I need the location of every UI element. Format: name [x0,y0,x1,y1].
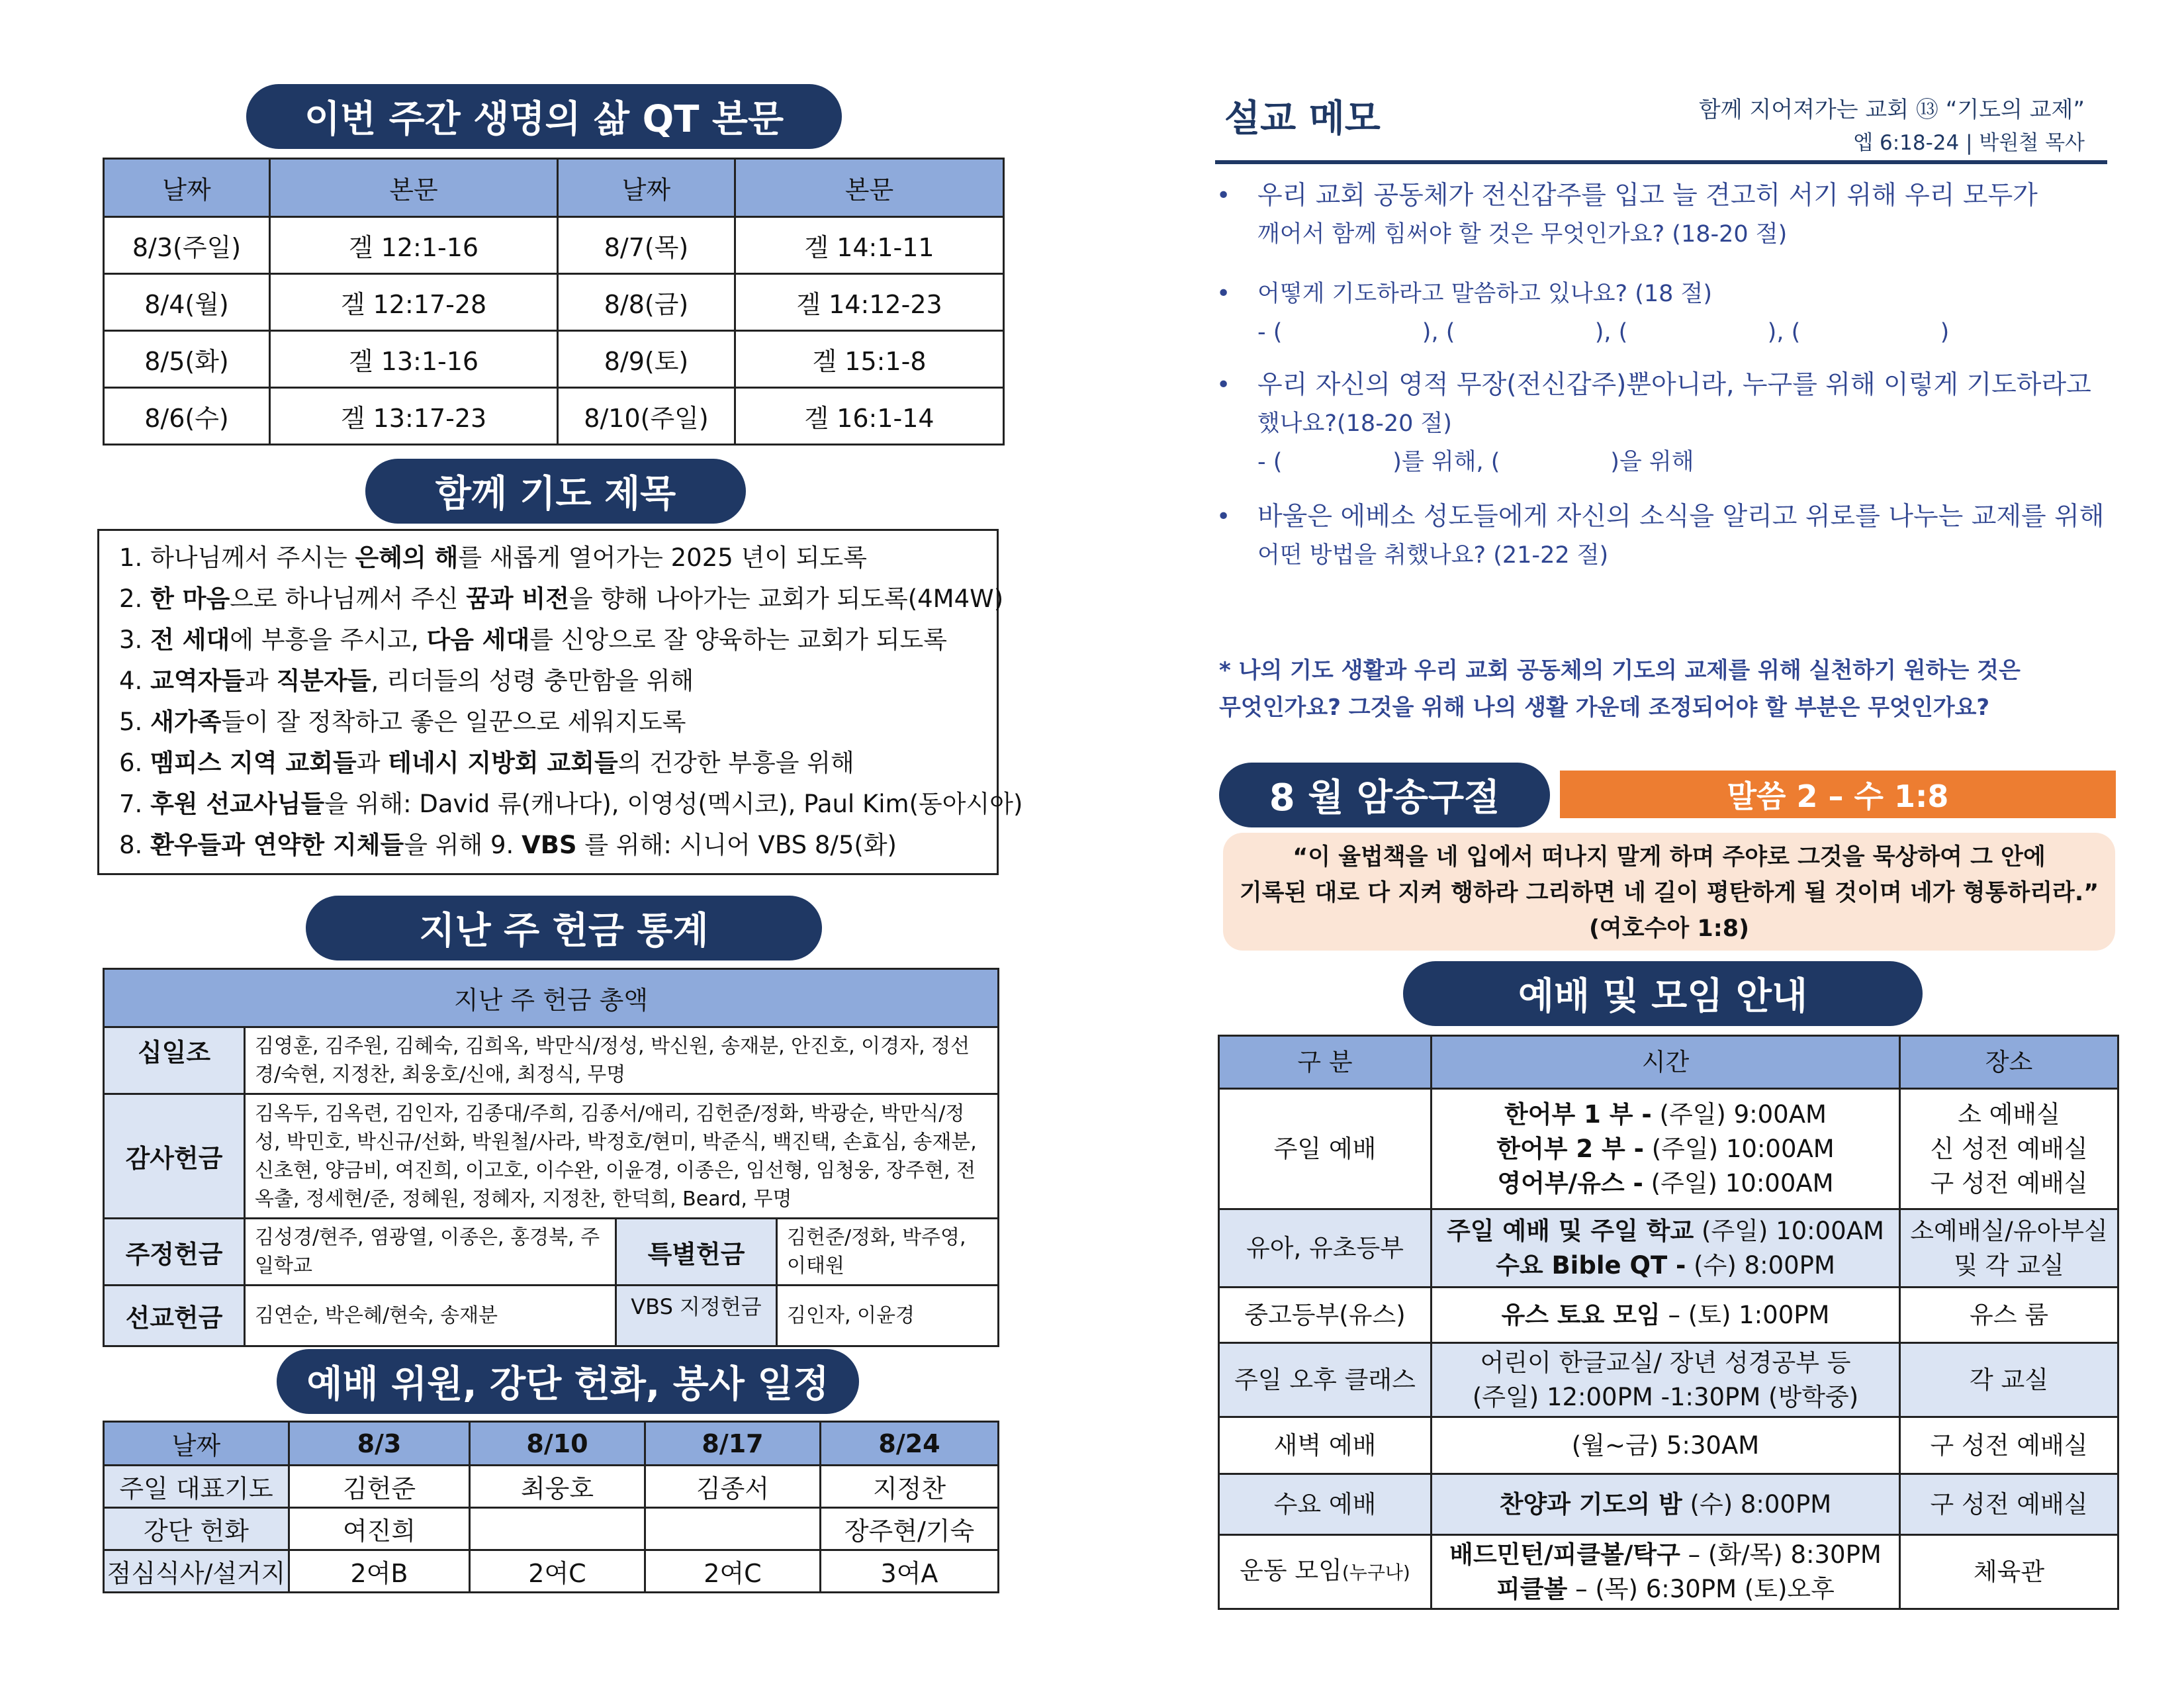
qt-cell: 8/5(화) [104,331,270,388]
schedule-table [103,1421,999,1593]
prayer-list [97,529,1023,875]
schedule-title: 예배 위원, 강단 헌화, 봉사 일정 [277,1349,859,1414]
schedule-cell: 김종서 [645,1466,821,1508]
worship-category: 주일 오후 클래스 [1219,1343,1432,1417]
schedule-cell: 장주현/기숙 [821,1508,999,1550]
table-row [104,1094,999,1219]
memo-divider [1215,160,2107,164]
worship-time: 어린이 한글교실/ 장년 성경공부 등 (주일) 12:00PM -1:30PM (방학중) [1432,1343,1900,1417]
vbs-names: 김인자, 이윤경 [777,1286,999,1346]
list-item: 1. 하나님께서 주시는 은혜의 해를 새롭게 열어가는 2025 년이 되도록 [119,543,868,572]
schedule-row-label: 강단 헌화 [104,1508,289,1550]
qt-cell: 겔 13:1-16 [270,331,558,388]
worship-header: 시간 [1432,1036,1900,1089]
sermon-series: 함께 지어져가는 교회 ⑬ “기도의 교제” [1698,97,2085,123]
schedule-header: 8/10 [470,1422,645,1466]
worship-time: 주일 예배 및 주일 학교 (주일) 10:00AM 수요 Bible QT - (수) 8:00PM [1432,1209,1900,1288]
memo-question: • 바울은 에베소 성도들에게 자신의 소식을 알리고 위로를 나누는 교제를 위해 어떤 방법을 취했나요? (21-22 절) [1257,498,2104,575]
worship-place: 소 예배실 신 성전 예배실 구 성전 예배실 [1900,1089,2118,1209]
table-row [1219,1209,2118,1288]
worship-place: 소예배실/유아부실 및 각 교실 [1900,1209,2118,1288]
worship-time: 유스 토요 모임 – (토) 1:00PM [1432,1288,1900,1343]
qt-cell: 8/10(주일) [558,388,735,445]
qt-cell: 8/8(금) [558,274,735,331]
worship-place: 구 성전 예배실 [1900,1474,2118,1535]
memory-verse-text: “이 율법책을 네 입에서 떠나지 말게 하며 주야로 그것을 묵상하여 그 안에 기록된 대로 다 지켜 행하라 그리하면 네 길이 평탄하게 될 것이며 네가 형통하리라.” (여호수아 1:8) [1223,833,2115,951]
bullet-icon: • [1216,503,1231,530]
schedule-cell [645,1508,821,1550]
worship-place: 구 성전 예배실 [1900,1417,2118,1474]
schedule-row-label: 주일 대표기도 [104,1466,289,1508]
qt-cell: 8/9(토) [558,331,735,388]
table-row [104,1027,999,1094]
mission-label: 선교헌금 [104,1286,245,1346]
list-item: 6. 멤피스 지역 교회들과 테네시 지방회 교회들의 건강한 부흥을 위해 [119,749,854,777]
table-row [104,1550,999,1593]
table-row [104,217,1004,274]
qt-header: 본문 [270,159,558,217]
tithe-label: 십일조 [104,1027,245,1094]
worship-time: 배드민턴/피클볼/탁구 – (화/목) 8:30PM 피클볼 – (목) 6:30PM (토)오후 [1432,1535,1900,1609]
memo-question: • 어떻게 기도하라고 말씀하고 있나요? (18 절) - ( ), ( ), ( ), ( ) [1257,275,1949,352]
schedule-row-label: 점심식사/설거지 [104,1550,289,1593]
memo-question: • 우리 교회 공동체가 전신갑주를 입고 늘 견고히 서기 위해 우리 모두가 깨어서 함께 힘써야 할 것은 무엇인가요? (18-20 절) [1257,177,2038,254]
qt-cell: 겔 14:1-11 [735,217,1004,274]
thanks-label: 감사헌금 [104,1094,245,1219]
schedule-cell [470,1508,645,1550]
qt-cell: 겔 16:1-14 [735,388,1004,445]
list-item: 8. 환우들과 연약한 지체들을 위해 9. VBS 를 위해: 시니어 VBS 8/5(화) [119,831,897,859]
schedule-cell: 2여C [645,1550,821,1593]
qt-table [103,158,1005,445]
worship-category: 운동 모임(누구나) [1219,1535,1432,1609]
worship-header: 장소 [1900,1036,2118,1089]
worship-time: 한어부 1 부 - (주일) 9:00AM 한어부 2 부 - (주일) 10:00AM 영어부/유스 - (주일) 10:00AM [1432,1089,1900,1209]
worship-category: 새벽 예배 [1219,1417,1432,1474]
schedule-cell: 김헌준 [289,1466,470,1508]
qt-header: 본문 [735,159,1004,217]
memory-verse-tag: 말씀 2 – 수 1:8 [1560,771,2116,818]
memory-verse-title: 8 월 암송구절 [1219,763,1550,827]
worship-time: 찬양과 기도의 밤 (수) 8:00PM [1432,1474,1900,1535]
bullet-icon: • [1216,371,1231,399]
worship-table [1218,1035,2119,1610]
list-item: 3. 전 세대에 부흥을 주시고, 다음 세대를 신앙으로 잘 양육하는 교회가 되도록 [119,626,947,654]
tithe-names: 김영훈, 김주원, 김혜숙, 김희옥, 박만식/정성, 박신원, 송재분, 안진호, 이경자, 정선경/숙현, 지정찬, 최웅호/신애, 최정식, 무명 [245,1027,999,1094]
qt-cell: 8/3(주일) [104,217,270,274]
table-row [104,274,1004,331]
qt-cell: 8/6(수) [104,388,270,445]
qt-title: 이번 주간 생명의 삶 QT 본문 [246,84,842,149]
schedule-cell: 지정찬 [821,1466,999,1508]
schedule-header: 8/3 [289,1422,470,1466]
special-names: 김헌준/정화, 박주영, 이태원 [777,1219,999,1286]
prayer-title: 함께 기도 제목 [365,459,746,524]
table-row [104,331,1004,388]
reflection-note: * 나의 기도 생활과 우리 교회 공동체의 기도의 교제를 위해 실천하기 원하는 것은 무엇인가요? 그것을 위해 나의 생활 가운데 조정되어야 할 부분은 무엇인가요? [1219,657,2021,721]
table-row [1219,1535,2118,1609]
table-row [104,1466,999,1508]
table-row [1219,1417,2118,1474]
table-row [1219,1343,2118,1417]
worship-time: (월~금) 5:30AM [1432,1417,1900,1474]
worship-title: 예배 및 모임 안내 [1403,961,1923,1026]
worship-header: 구 분 [1219,1036,1432,1089]
qt-cell: 겔 15:1-8 [735,331,1004,388]
mission-names: 김연순, 박은혜/현숙, 송재분 [245,1286,616,1346]
weekly-names: 김성경/현주, 염광열, 이종은, 홍경북, 주일학교 [245,1219,616,1286]
table-row [1219,1288,2118,1343]
list-item: 2. 한 마음으로 하나님께서 주신 꿈과 비전을 향해 나아가는 교회가 되도록(4M4W) [119,585,1004,613]
table-row [104,1219,999,1286]
table-row [104,1508,999,1550]
table-row [104,388,1004,445]
memo-question: • 우리 자신의 영적 무장(전신갑주)뿐아니라, 누구를 위해 이렇게 기도하라고 했나요?(18-20 절) - ( )를 위해, ( )을 위해 [1257,366,2091,481]
worship-place: 체육관 [1900,1535,2118,1609]
qt-cell: 겔 12:17-28 [270,274,558,331]
qt-cell: 8/7(목) [558,217,735,274]
offering-total-label: 지난 주 헌금 총액 [104,969,999,1027]
bullet-icon: • [1216,182,1231,209]
vbs-label: VBS 지정헌금 [616,1286,777,1346]
qt-cell: 겔 12:1-16 [270,217,558,274]
schedule-header: 날짜 [104,1422,289,1466]
worship-category: 유아, 유초등부 [1219,1209,1432,1288]
worship-place: 유스 룸 [1900,1288,2118,1343]
offering-title: 지난 주 헌금 통계 [306,896,822,961]
bullet-icon: • [1216,280,1231,307]
worship-category: 수요 예배 [1219,1474,1432,1535]
worship-place: 각 교실 [1900,1343,2118,1417]
worship-category: 주일 예배 [1219,1089,1432,1209]
table-row [1219,1474,2118,1535]
schedule-cell: 여진희 [289,1508,470,1550]
qt-cell: 겔 14:12-23 [735,274,1004,331]
schedule-cell: 3여A [821,1550,999,1593]
list-item: 7. 후원 선교사님들을 위해: David 류(캐나다), 이영성(멕시코), Paul Kim(동아시아) [119,790,1023,818]
worship-category: 중고등부(유스) [1219,1288,1432,1343]
qt-header: 날짜 [558,159,735,217]
list-item: 4. 교역자들과 직분자들, 리더들의 성령 충만함을 위해 [119,667,694,695]
special-label: 특별헌금 [616,1219,777,1286]
schedule-cell: 2여C [470,1550,645,1593]
schedule-header: 8/24 [821,1422,999,1466]
offering-table [103,968,999,1347]
weekly-label: 주정헌금 [104,1219,245,1286]
qt-cell: 겔 13:17-23 [270,388,558,445]
qt-header: 날짜 [104,159,270,217]
schedule-cell: 최웅호 [470,1466,645,1508]
schedule-header: 8/17 [645,1422,821,1466]
table-row [1219,1089,2118,1209]
qt-cell: 8/4(월) [104,274,270,331]
schedule-cell: 2여B [289,1550,470,1593]
thanks-names: 김옥두, 김옥련, 김인자, 김종대/주희, 김종서/애리, 김헌준/정화, 박광순, 박만식/정성, 박민호, 박신규/선화, 박원철/사라, 박정호/현미, 박준식, 백진택, 손효심, 송재분, 신초현, 양금비, 여진희, 이고호, 이수완, 이윤경, 이종은, 임선형, 임청웅, 장주현, 전옥출, 정세현/준, 정혜원, 정혜자, 지정찬, 한덕희, Beard, 무명 [245,1094,999,1219]
list-item: 5. 새가족들이 잘 정착하고 좋은 일꾼으로 세워지도록 [119,708,686,736]
table-row [104,1286,999,1346]
memo-title: 설교 메모 [1224,97,1381,140]
sermon-reference: 엡 6:18-24 | 박원철 목사 [1853,131,2085,155]
